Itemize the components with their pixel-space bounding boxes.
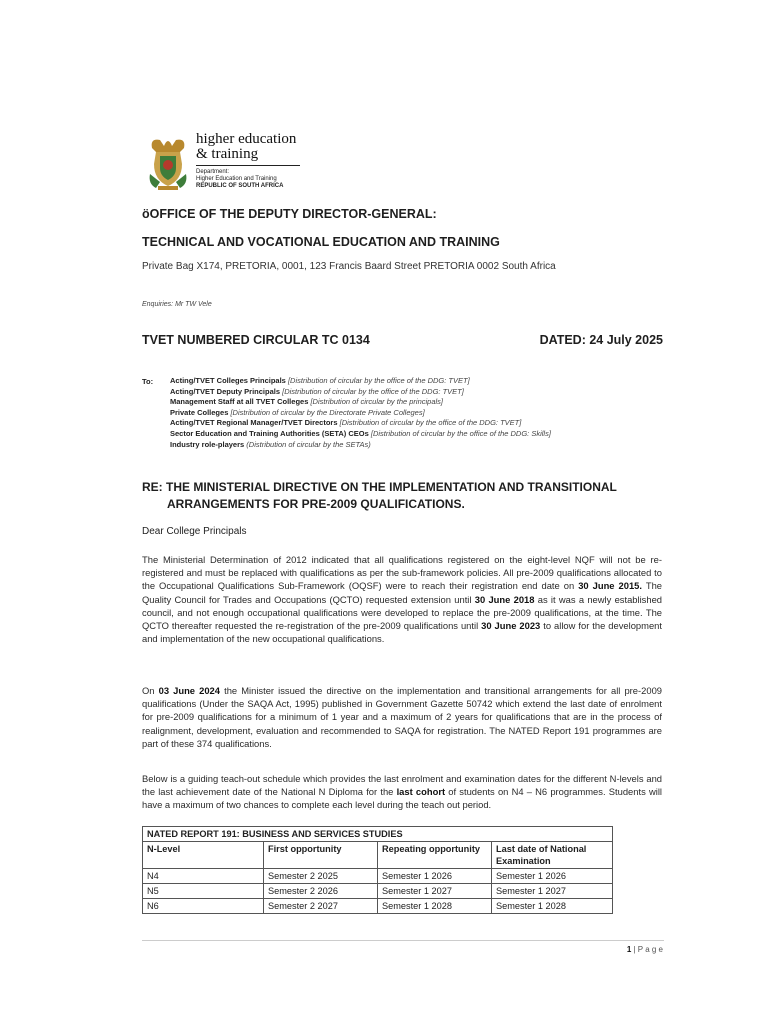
- table-cell: Semester 1 2027: [378, 884, 492, 899]
- table-cell: N6: [143, 899, 264, 914]
- recipient-item: Industry role-players (Distribution of circular by the SETAs): [170, 439, 371, 449]
- table-cell: Semester 2 2027: [264, 899, 378, 914]
- recipient-item: Acting/TVET Regional Manager/TVET Directors [Distribution of circular by the office of the DDG: TVET]: [170, 418, 522, 428]
- to-label: To:: [142, 377, 154, 386]
- circular-date: DATED: 24 July 2025: [539, 333, 663, 347]
- letterhead: [146, 132, 306, 194]
- footer-divider: [142, 940, 664, 941]
- office-title: öOFFICE OF THE DEPUTY DIRECTOR-GENERAL:: [142, 207, 437, 221]
- table-cell: N4: [143, 869, 264, 884]
- table-cell: Semester 2 2026: [264, 884, 378, 899]
- recipient-item: Management Staff at all TVET Colleges [Distribution of circular by the principals]: [170, 397, 444, 407]
- paragraph-3: Below is a guiding teach-out schedule which provides the last enrolment and examination dates for the different N-levels and the last achievement date of the National N Diploma for the last cohort of students on N4 – N6 programmes. Students will have a maximum of two chances to complete each level during the teach out period.: [142, 773, 662, 811]
- brand-name-line2: & training: [196, 146, 259, 162]
- table-row: [143, 884, 613, 899]
- recipient-item: Sector Education and Training Authorities (SETA) CEOs [Distribution of circular by the office of the DDG: Skills]: [170, 428, 551, 438]
- subject-line2: ARRANGEMENTS FOR PRE-2009 QUALIFICATIONS.: [167, 497, 465, 511]
- subject-heading: [142, 479, 642, 513]
- office-subtitle: TECHNICAL AND VOCATIONAL EDUCATION AND TRAINING: [142, 235, 500, 249]
- country-name: REPUBLIC OF SOUTH AFRICA: [196, 183, 284, 189]
- table-row: [143, 899, 613, 914]
- department-name: Higher Education and Training: [196, 176, 277, 182]
- recipient-item: Acting/TVET Colleges Principals [Distribution of circular by the office of the DDG: TVET]: [170, 376, 470, 385]
- table-header: Last date of National Examination: [492, 842, 613, 869]
- brand-name-line1: higher education: [196, 131, 297, 147]
- teach-out-schedule-table: [142, 826, 613, 914]
- salutation: Dear College Principals: [142, 526, 247, 537]
- brand-divider: [196, 165, 300, 166]
- recipient-list: [170, 376, 660, 450]
- recipient-item: Acting/TVET Deputy Principals [Distribution of circular by the office of the DDG: TVET]: [170, 386, 464, 396]
- paragraph-1: The Ministerial Determination of 2012 indicated that all qualifications registered on the eight-level NQF will not be re-registered and must be replaced with qualifications as per the sub-framework policies. All pre-2009 qualifications allocated to the Occupational Qualifications Sub-Framework (OQSF) were to reach their registration end date on 30 June 2015. The Quality Council for Trades and Occupations (QCTO) requested extension until 30 June 2018 as it was a newly established council, and not enough occupational qualifications were developed to replace the pre-2009 qualifications, at the time. The QCTO thereafter requested the re-registration of the pre-2009 qualifications until 30 June 2023 to allow for the development and implementation of the new occupational qualifications.: [142, 554, 662, 645]
- department-label: Department:: [196, 169, 230, 175]
- table-header-row: [143, 842, 613, 869]
- table-header: Repeating opportunity: [378, 842, 492, 869]
- enquiries-line: Enquiries: Mr TW Vele: [142, 301, 212, 308]
- table-cell: Semester 2 2025: [264, 869, 378, 884]
- circular-number: TVET NUMBERED CIRCULAR TC 0134: [142, 333, 370, 347]
- table-cell: Semester 1 2026: [492, 869, 613, 884]
- table-header: First opportunity: [264, 842, 378, 869]
- table-header: N-Level: [143, 842, 264, 869]
- table-cell: Semester 1 2028: [378, 899, 492, 914]
- recipient-item: Private Colleges [Distribution of circular by the Directorate Private Colleges]: [170, 407, 425, 417]
- table-cell: Semester 1 2026: [378, 869, 492, 884]
- paragraph-2: On 03 June 2024 the Minister issued the directive on the implementation and transitional arrangements for all pre-2009 qualifications (Under the SAQA Act, 1995) published in Government Gazette 50742 which extend the last date of enrolment for pre-2009 qualifications for a minimum of 1 year and a maximum of 2 years for qualifications that are in the process of realignment, development, evaluation and recommended to SAQA for registration. The NATED Report 191 programmes are part of these 374 qualifications.: [142, 685, 662, 749]
- coat-of-arms-icon: [146, 134, 190, 192]
- subject-line1: RE: THE MINISTERIAL DIRECTIVE ON THE IMPLEMENTATION AND TRANSITIONAL: [142, 480, 617, 494]
- table-cell: Semester 1 2028: [492, 899, 613, 914]
- postal-address: Private Bag X174, PRETORIA, 0001, 123 Francis Baard Street PRETORIA 0002 South Africa: [142, 261, 556, 272]
- table-row: [143, 869, 613, 884]
- table-cell: Semester 1 2027: [492, 884, 613, 899]
- page-number: 1 | P a g e: [626, 945, 663, 954]
- table-caption: NATED REPORT 191: BUSINESS AND SERVICES STUDIES: [143, 827, 613, 842]
- table-cell: N5: [143, 884, 264, 899]
